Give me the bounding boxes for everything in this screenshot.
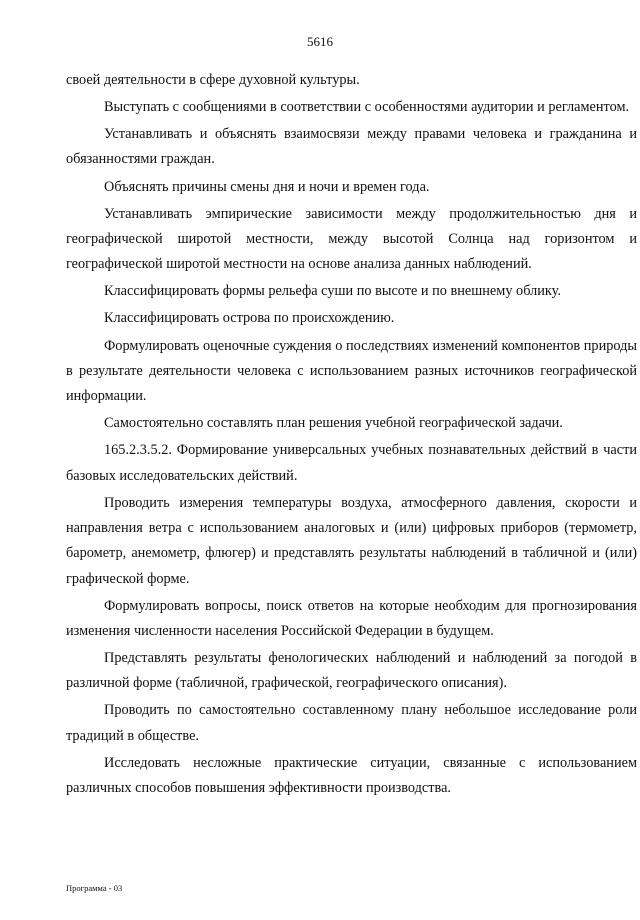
paragraph: Объяснять причины смены дня и ночи и времен года.	[104, 178, 430, 195]
paragraph: Исследовать несложные практические ситуации, связанные с использованием различных способов повышения эффективности производства.	[66, 754, 637, 797]
document-body	[66, 68, 637, 803]
paragraph: Проводить измерения температуры воздуха, атмосферного давления, скорости и направления ветра с использованием аналоговых и (или) цифровых приборов (термометр, барометр, анемометр, флюгер) и представлять результаты наблюдений в табличной и (или) графической форме.	[66, 494, 637, 587]
paragraph: Формулировать оценочные суждения о последствиях изменений компонентов природы в результате деятельности человека с использованием разных источников географической информации.	[66, 337, 637, 405]
page-footer: Программа - 03	[66, 883, 123, 893]
paragraph: Самостоятельно составлять план решения учебной географической задачи.	[104, 415, 563, 432]
section-paragraph: 165.2.3.5.2. Формирование универсальных учебных познавательных действий в части базовых исследовательских действий.	[66, 442, 637, 484]
paragraph: Классифицировать формы рельефа суши по высоте и по внешнему облику.	[104, 283, 561, 300]
paragraph: Выступать с сообщениями в соответствии с особенностями аудитории и регламентом.	[104, 99, 630, 116]
page-number: 5616	[307, 34, 333, 49]
paragraph: своей деятельности в сфере духовной культуры.	[66, 72, 360, 88]
paragraph: Формулировать вопросы, поиск ответов на которые необходим для прогнозирования изменения численности населения Российской Федерации в будущем.	[66, 597, 637, 639]
paragraph: Проводить по самостоятельно составленному плану небольшое исследование роли традиций в обществе.	[66, 702, 637, 744]
paragraph: Классифицировать острова по происхождению.	[104, 310, 395, 327]
paragraph: Устанавливать эмпирические зависимости между продолжительностью дня и географической широтой местности, между высотой Солнца над горизонтом и географической широтой местности на основе анализа данных наблюдений.	[66, 205, 637, 273]
paragraph: Представлять результаты фенологических наблюдений и наблюдений за погодой в различной форме (табличной, графической, географического описания).	[66, 650, 637, 692]
paragraph: Устанавливать и объяснять взаимосвязи между правами человека и гражданина и обязанностями граждан.	[66, 126, 637, 168]
